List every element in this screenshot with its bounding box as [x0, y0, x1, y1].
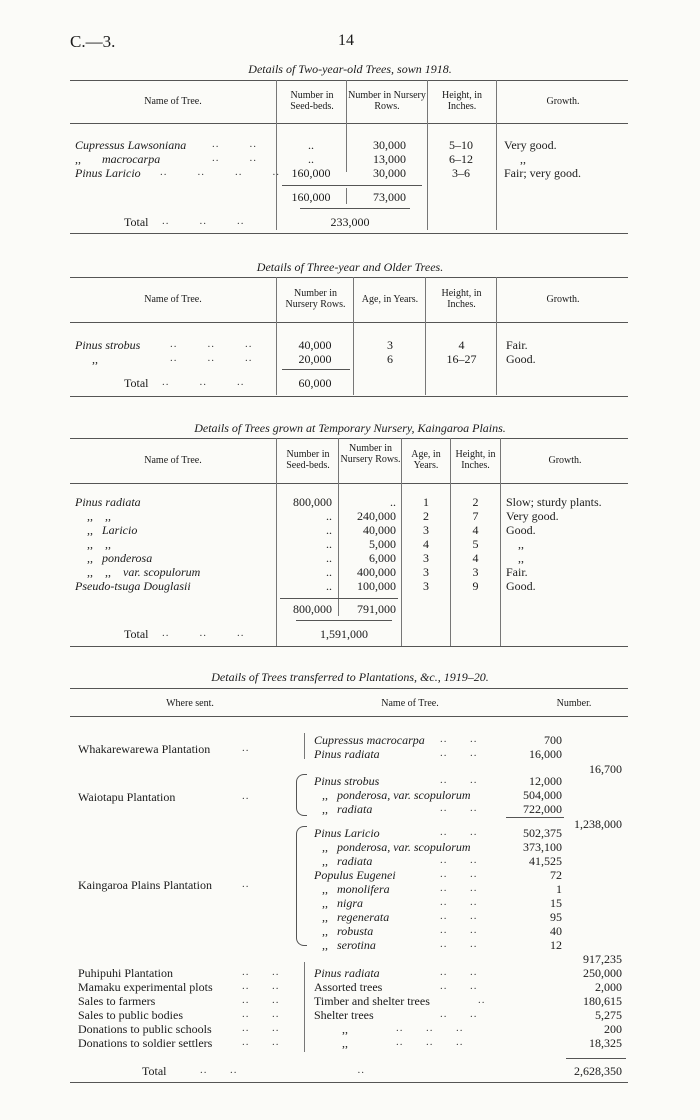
tree-number: 5,275 — [595, 1008, 622, 1022]
header-height: Height, in Inches. — [455, 449, 496, 471]
seed-beds-value: .. — [326, 509, 332, 523]
tree-number: 700 — [544, 733, 562, 747]
tree-number: 95 — [550, 910, 562, 924]
subtotal-number: 1,238,000 — [574, 817, 622, 831]
tree-number: 722,000 — [523, 802, 562, 816]
place-name: Sales to farmers — [78, 994, 156, 1008]
growth-value: ,, — [518, 537, 524, 551]
header-seed-beds: Number in Seed-beds. — [290, 90, 334, 112]
growth-value: Very good. — [506, 509, 559, 523]
tree-name: Cupressus macrocarpa — [314, 733, 425, 747]
tree-name: Populus Eugenei — [314, 868, 396, 882]
header-seed-beds: Number in Seed-beds. — [286, 449, 330, 471]
header-nursery-rows: Number in Nursery Rows. — [340, 443, 401, 465]
seed-beds-value: .. — [326, 537, 332, 551]
temporary-nursery-table-title: Details of Trees grown at Temporary Nursery, Kaingaroa Plains. — [194, 421, 506, 435]
three-year-table-title: Details of Three-year and Older Trees. — [256, 260, 444, 274]
tree-name: ,, ,, var. scopulorum — [87, 565, 201, 579]
growth-value: Good. — [506, 523, 536, 537]
tree-number: 180,615 — [583, 994, 622, 1008]
growth-value: Slow; sturdy plants. — [506, 495, 602, 509]
growth-value: Very good. — [504, 138, 557, 152]
header-growth: Growth. — [548, 455, 582, 466]
total-label: Total — [142, 1064, 167, 1078]
place-name: Kaingaroa Plains Plantation — [78, 878, 212, 892]
growth-value: Fair. — [506, 565, 528, 579]
header-height: Height, in Inches. — [441, 288, 482, 310]
height-value: 4 — [458, 338, 465, 352]
seed-beds-value: .. — [326, 551, 332, 565]
header-name-of-tree: Name of Tree. — [144, 294, 202, 305]
total-value: 233,000 — [330, 215, 370, 229]
nursery-rows-value: 20,000 — [298, 352, 332, 366]
header-number: Number. — [556, 698, 592, 709]
total-label: Total — [124, 215, 149, 229]
age-value: 2 — [423, 509, 429, 523]
nursery-rows-value: 100,000 — [357, 579, 396, 593]
seed-beds-value: .. — [308, 152, 314, 166]
page-reference: C.—3. — [70, 32, 116, 51]
tree-name: Assorted trees — [314, 980, 383, 994]
height-value: 16–27 — [446, 352, 477, 366]
nursery-rows-value: 40,000 — [298, 338, 332, 352]
tree-number: 200 — [604, 1022, 622, 1036]
height-value: 2 — [472, 495, 479, 509]
age-value: 3 — [423, 523, 429, 537]
total-value: 60,000 — [298, 376, 332, 390]
seed-beds-value: .. — [326, 579, 332, 593]
header-where-sent: Where sent. — [166, 698, 214, 709]
tree-number: 15 — [550, 896, 562, 910]
tree-name: ,, — [92, 352, 98, 366]
subtotal-nursery-rows: 73,000 — [373, 190, 406, 204]
nursery-rows-value: 30,000 — [373, 166, 406, 180]
height-value: 5–10 — [449, 138, 473, 152]
height-value: 5 — [472, 537, 479, 551]
header-name-of-tree: Name of Tree. — [381, 698, 439, 709]
tree-number: 41,525 — [529, 854, 562, 868]
height-value: 3 — [472, 565, 479, 579]
age-value: 6 — [387, 352, 393, 366]
height-value: 3–6 — [452, 166, 470, 180]
nursery-rows-value: 40,000 — [363, 523, 396, 537]
height-value: 6–12 — [449, 152, 473, 166]
subtotal-number: 16,700 — [589, 762, 622, 776]
nursery-rows-value: 30,000 — [373, 138, 406, 152]
age-value: 3 — [423, 565, 429, 579]
seed-beds-value: 160,000 — [291, 166, 331, 180]
header-nursery-rows: Number in Nursery Rows. — [285, 288, 346, 310]
tree-name: ,, radiata — [322, 854, 373, 868]
tree-name: Pinus Laricio — [314, 826, 380, 840]
tree-number: 12 — [550, 938, 562, 952]
tree-number: 18,325 — [589, 1036, 622, 1050]
total-label: Total — [124, 376, 149, 390]
growth-value: Fair. — [506, 338, 528, 352]
age-value: 3 — [423, 579, 429, 593]
place-name: Waiotapu Plantation — [78, 790, 176, 804]
tree-name: ,, — [342, 1036, 348, 1050]
tree-name: ,, serotina — [322, 938, 376, 952]
place-name: Donations to soldier settlers — [78, 1036, 213, 1050]
header-height: Height, in Inches. — [442, 90, 482, 112]
two-year-table-title: Details of Two-year-old Trees, sown 1918. — [248, 62, 452, 76]
header-nursery-rows: Number in Nursery Rows. — [348, 90, 426, 112]
tree-name: ,, ,, — [87, 537, 111, 551]
tree-number: 12,000 — [529, 774, 562, 788]
subtotal-seed-beds: 160,000 — [291, 190, 331, 204]
nursery-rows-value: .. — [390, 495, 396, 509]
place-name: Donations to public schools — [78, 1022, 212, 1036]
total-label: Total — [124, 627, 149, 641]
header-age: Age, in Years. — [361, 294, 419, 305]
nursery-rows-value: 13,000 — [373, 152, 406, 166]
seed-beds-value: .. — [326, 523, 332, 537]
grand-total-value: 2,628,350 — [574, 1064, 622, 1078]
subtotal-seed-beds: 800,000 — [293, 602, 332, 616]
growth-value: Fair; very good. — [504, 166, 581, 180]
tree-name: Pinus Laricio — [75, 166, 141, 180]
tree-name: ,, ponderosa — [87, 551, 153, 565]
growth-value: Good. — [506, 352, 536, 366]
tree-number: 373,100 — [523, 840, 562, 854]
tree-name: Shelter trees — [314, 1008, 374, 1022]
age-value: 3 — [423, 551, 429, 565]
tree-number: 502,375 — [523, 826, 562, 840]
growth-value: ,, — [520, 152, 526, 166]
tree-number: 72 — [550, 868, 562, 882]
height-value: 7 — [472, 509, 479, 523]
header-growth: Growth. — [546, 294, 580, 305]
height-value: 9 — [472, 579, 479, 593]
age-value: 3 — [387, 338, 393, 352]
place-name: Whakarewarewa Plantation — [78, 742, 211, 756]
seed-beds-value: .. — [308, 138, 314, 152]
age-value: 1 — [423, 495, 429, 509]
tree-name: Pseudo-tsuga Douglasii — [75, 579, 191, 593]
tree-name: ,, nigra — [322, 896, 364, 910]
height-value: 4 — [472, 551, 479, 565]
brace-icon — [296, 774, 307, 816]
tree-name: ,, robusta — [322, 924, 374, 938]
tree-name: ,, Laricio — [87, 523, 138, 537]
subtotal-nursery-rows: 791,000 — [357, 602, 396, 616]
tree-name: Cupressus Lawsoniana — [75, 138, 187, 152]
nursery-rows-value: 6,000 — [369, 551, 396, 565]
seed-beds-value: 800,000 — [293, 495, 332, 509]
tree-number: 1 — [556, 882, 562, 896]
tree-name: ,, — [342, 1022, 348, 1036]
tree-number: 16,000 — [529, 747, 562, 761]
header-growth: Growth. — [546, 96, 580, 107]
tree-name: ,, regenerata — [322, 910, 390, 924]
header-name-of-tree: Name of Tree. — [144, 96, 202, 107]
tree-name: ,, ,, — [87, 509, 111, 523]
tree-name: ,, ponderosa, var. scopulorum — [322, 788, 471, 802]
transferred-table-title: Details of Trees transferred to Plantations, &c., 1919–20. — [211, 670, 489, 684]
tree-name: ,, macrocarpa — [75, 152, 161, 166]
place-name: Puhipuhi Plantation — [78, 966, 174, 980]
tree-name: Pinus radiata — [75, 495, 141, 509]
place-name: Sales to public bodies — [78, 1008, 183, 1022]
subtotal-number: 917,235 — [583, 952, 622, 966]
growth-value: Good. — [506, 579, 536, 593]
nursery-rows-value: 240,000 — [357, 509, 396, 523]
brace-icon — [296, 826, 307, 946]
tree-number: 2,000 — [595, 980, 622, 994]
total-value: 1,591,000 — [320, 627, 368, 641]
header-name-of-tree: Name of Tree. — [144, 455, 202, 466]
growth-value: ,, — [518, 551, 524, 565]
tree-number: 504,000 — [523, 788, 562, 802]
header-age: Age, in Years. — [411, 449, 441, 471]
tree-name: Timber and shelter trees — [314, 994, 430, 1008]
age-value: 4 — [423, 537, 429, 551]
tree-name: Pinus radiata — [314, 966, 380, 980]
nursery-rows-value: 400,000 — [357, 565, 396, 579]
height-value: 4 — [472, 523, 479, 537]
seed-beds-value: .. — [326, 565, 332, 579]
tree-number: 250,000 — [583, 966, 622, 980]
tree-number: 40 — [550, 924, 562, 938]
tree-name: ,, monolifera — [322, 882, 390, 896]
tree-name: Pinus strobus — [75, 338, 141, 352]
tree-name: ,, ponderosa, var. scopulorum — [322, 840, 471, 854]
nursery-rows-value: 5,000 — [369, 537, 396, 551]
place-name: Mamaku experimental plots — [78, 980, 213, 994]
tree-name: ,, radiata — [322, 802, 373, 816]
tree-name: Pinus radiata — [314, 747, 380, 761]
tree-name: Pinus strobus — [314, 774, 380, 788]
page-number: 14 — [338, 32, 354, 49]
